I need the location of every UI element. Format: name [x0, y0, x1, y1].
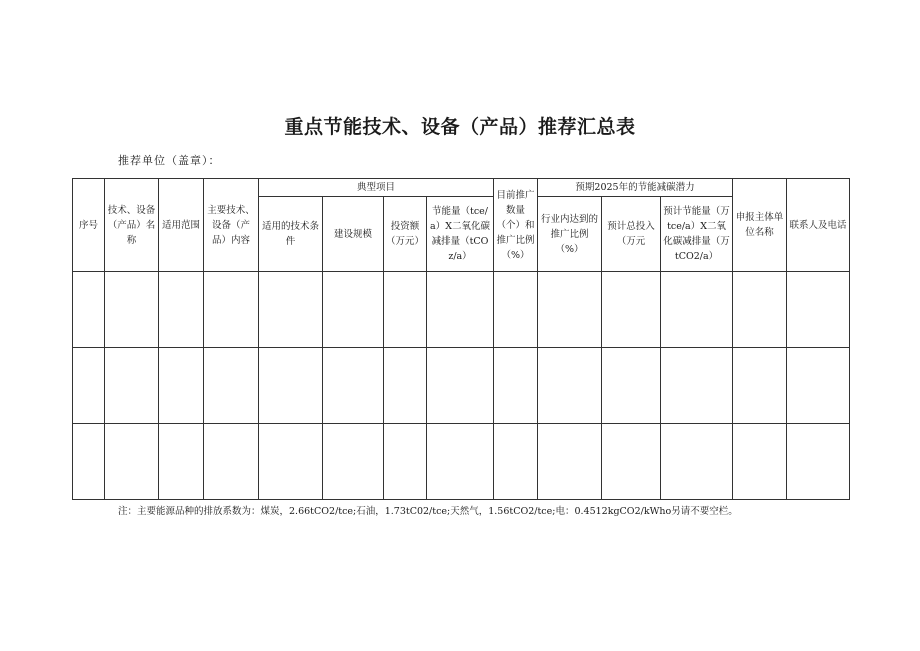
table-cell[interactable]	[204, 272, 259, 348]
table-cell[interactable]	[259, 272, 323, 348]
table-cell[interactable]	[384, 348, 427, 424]
table-cell[interactable]	[787, 348, 850, 424]
header-current-promotion: 目前推广数量（个）和推广比例（%）	[494, 179, 538, 272]
table-cell[interactable]	[787, 424, 850, 500]
document-title: 重点节能技术、设备（产品）推荐汇总表	[284, 116, 636, 138]
table-cell[interactable]	[494, 348, 538, 424]
table-cell[interactable]	[204, 348, 259, 424]
header-forecast-2025: 预期2025年的节能减碳潜力	[538, 179, 733, 197]
header-expected-saving: 预计节能量（万tce/a）X二氧化碳减排量（万tCO2/a）	[661, 197, 733, 272]
table-cell[interactable]	[733, 424, 787, 500]
header-main-content: 主要技术、设备（产品）内容	[204, 179, 259, 272]
table-cell[interactable]	[494, 272, 538, 348]
table-cell[interactable]	[427, 424, 494, 500]
header-investment: 投资额（万元）	[384, 197, 427, 272]
table-cell[interactable]	[733, 272, 787, 348]
header-scope: 适用范围	[159, 179, 204, 272]
recommending-unit-label: 推荐单位（盖章）：	[118, 154, 221, 167]
header-industry-ratio: 行业内达到的推广比例（%）	[538, 197, 602, 272]
table-cell[interactable]	[105, 424, 159, 500]
table-cell[interactable]	[538, 424, 602, 500]
table-cell[interactable]	[73, 348, 105, 424]
header-tech-name: 技术、设备（产品）名称	[105, 179, 159, 272]
table-cell[interactable]	[602, 272, 661, 348]
table-cell[interactable]	[259, 424, 323, 500]
table-cell[interactable]	[787, 272, 850, 348]
table-cell[interactable]	[733, 348, 787, 424]
table-cell[interactable]	[538, 272, 602, 348]
table-cell[interactable]	[159, 272, 204, 348]
table-row	[73, 348, 850, 424]
summary-table	[72, 178, 850, 500]
table-cell[interactable]	[661, 424, 733, 500]
table-cell[interactable]	[384, 424, 427, 500]
footnote: 注：主要能源品种的排放系数为：煤炭，2.66tCO2/tce;石油，1.73tC02/tce;天然气，1.56tCO2/tce;电：0.4512kgCO2/kWho另请不要空栏。	[118, 506, 738, 517]
header-applicant-unit: 申报主体单位名称	[733, 179, 787, 272]
header-contact: 联系人及电话	[787, 179, 850, 272]
table-cell[interactable]	[259, 348, 323, 424]
table-cell[interactable]	[538, 348, 602, 424]
table-cell[interactable]	[427, 272, 494, 348]
table-cell[interactable]	[323, 424, 384, 500]
header-energy-saving: 节能量（tce/a）X二氧化碳减排量（tCOz/a）	[427, 197, 494, 272]
table-cell[interactable]	[602, 424, 661, 500]
table-cell[interactable]	[159, 348, 204, 424]
table-cell[interactable]	[602, 348, 661, 424]
table-cell[interactable]	[661, 272, 733, 348]
header-tech-conditions: 适用的技术条件	[259, 197, 323, 272]
table-cell[interactable]	[384, 272, 427, 348]
header-construction-scale: 建设规模	[323, 197, 384, 272]
table-cell[interactable]	[105, 348, 159, 424]
table-cell[interactable]	[73, 424, 105, 500]
header-total-investment: 预计总投入（万元	[602, 197, 661, 272]
table-cell[interactable]	[159, 424, 204, 500]
table-cell[interactable]	[204, 424, 259, 500]
table-cell[interactable]	[105, 272, 159, 348]
table-cell[interactable]	[73, 272, 105, 348]
header-seq: 序号	[73, 179, 105, 272]
table-cell[interactable]	[427, 348, 494, 424]
header-typical-project: 典型项目	[259, 179, 494, 197]
table-row	[73, 272, 850, 348]
table-cell[interactable]	[323, 348, 384, 424]
table-cell[interactable]	[494, 424, 538, 500]
table-cell[interactable]	[661, 348, 733, 424]
table-cell[interactable]	[323, 272, 384, 348]
table-row	[73, 424, 850, 500]
